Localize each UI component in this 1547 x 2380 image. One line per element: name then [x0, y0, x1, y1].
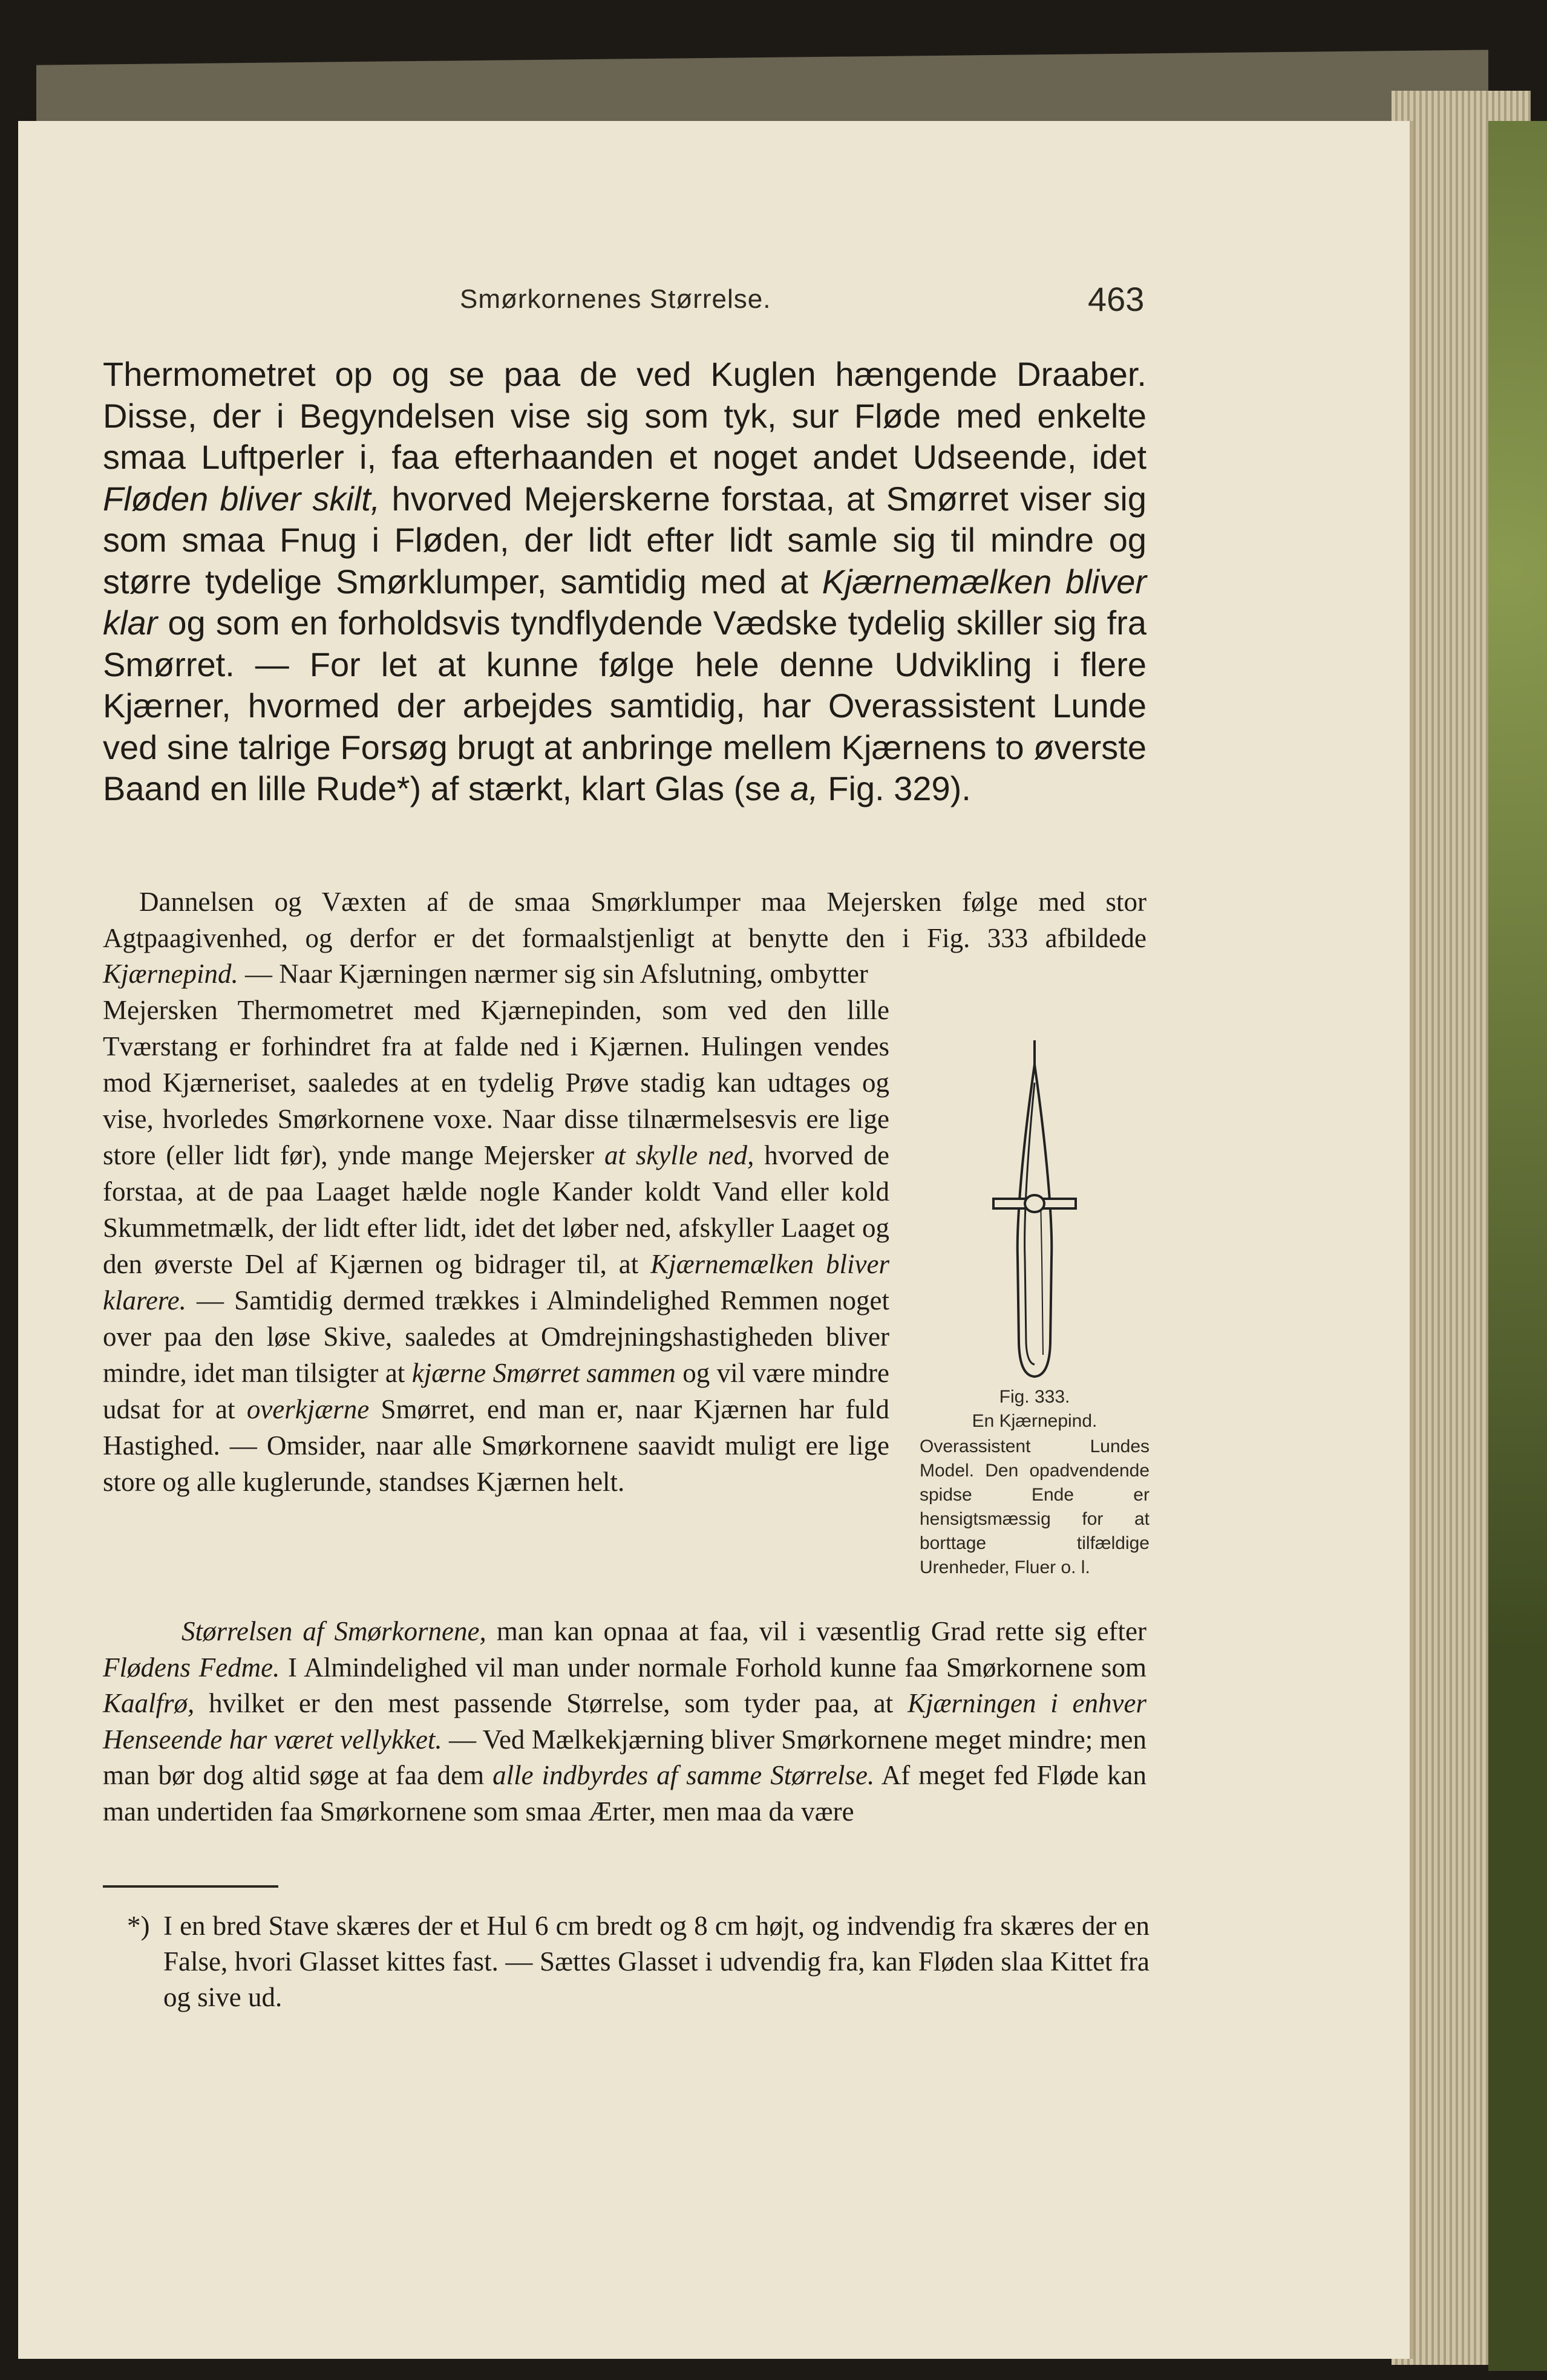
- text-run: og som en forholdsvis tyndflydende Vædske tydelig skiller sig fra Smørret. — For let at kunne følge hele denne Udvikling i flere Kjærner, hvormed der arbejdes samtidig, har Overassistent Lunde ved sine talrige Forsøg brugt at anbringe mellem Kjærnens to øverste Baand en lille Rude*) af stærkt, klart Glas (se: [103, 604, 1146, 807]
- figure-title: En Kjærnepind.: [972, 1411, 1097, 1431]
- italic-run: Størrelsen af Smørkornene,: [182, 1616, 486, 1646]
- text-run: hvilket er den mest passende Størrelse, som tyder paa, at: [194, 1688, 908, 1718]
- italic-run: kjærne Smørret sammen: [411, 1358, 676, 1388]
- text-run: Dannelsen og Væxten af de smaa Smørklumper maa Mejersken følge med stor Agtpaagivenhed, og derfor er det formaalstjenligt at benytte den i Fig. 333 afbildede: [103, 887, 1146, 953]
- text-run: og vil være mindre udsat for at: [103, 1358, 889, 1424]
- text-run: Af meget fed Fløde kan man undertiden faa Smørkornene som smaa Ærter, men maa da være: [103, 1760, 1147, 1827]
- text-run: Fig. 329).: [818, 769, 971, 807]
- text-run: hvorved de forstaa, at de paa Laaget hælde nogle Kander koldt Vand eller kold Skummetmælk, der lidt efter lidt, idet det løber ned, afskyller Laaget og den øverste Del af Kjærnen og bidrager til, at: [103, 1140, 889, 1279]
- text-run: Thermometret op og se paa de ved Kuglen hængende Draaber. Disse, der i Begyndelsen vise sig som tyk, sur Fløde med enkelte smaa Luftperler i, faa efterhaanden et noget andet Udseende, idet: [103, 355, 1146, 476]
- text-run: — Naar Kjærningen nærmer sig sin Afslutning, ombytter: [238, 959, 868, 989]
- marbled-cover: [1488, 121, 1547, 2371]
- figure-description: Overassistent Lundes Model. Den opadvendende spidse Ende er hensigtsmæssig for at borttage tilfældige Urenheder, Fluer o. l.: [920, 1436, 1150, 1577]
- italic-run: Kjærningen i enhver Henseende har været vellykket.: [103, 1688, 1146, 1755]
- italic-run: at skylle ned,: [604, 1140, 754, 1170]
- running-title: Smørkornenes Størrelse.: [460, 284, 771, 314]
- italic-run: Flødens Fedme.: [103, 1652, 280, 1683]
- text-run: Smørret, end man er, naar Kjærnen har fuld Hastighed. — Omsider, naar alle Smørkornene saavidt muligt ere lige store og alle kuglerunde, standses Kjærnen helt.: [103, 1394, 890, 1497]
- figure-number: Fig. 333.: [999, 1387, 1070, 1407]
- text-run: — Ved Mælkekjærning bliver Smørkornene meget mindre; men man bør dog altid søge at faa dem: [103, 1724, 1146, 1790]
- italic-run: a,: [790, 769, 819, 807]
- italic-run: Kaalfrø,: [103, 1688, 195, 1718]
- italic-run: Kjærnemælken bliver klarere.: [103, 1249, 889, 1316]
- footnote-rule: [103, 1885, 278, 1888]
- text-run: Mejersken Thermometret med Kjærnepinden, som ved den lille Tværstang er forhindret fra at falde ned i Kjærnen. Hulingen vendes mod Kjærneriset, saaledes at en tydelig Prøve stadig kan udtages og vise, hvorledes Smørkornene voxe. Naar disse tilnærmelsesvis ere lige store (eller lidt før), ynde mange Mejersker: [103, 995, 889, 1170]
- main-paragraph: [103, 354, 1146, 810]
- running-header: [0, 280, 1547, 327]
- small-paragraph-top: [103, 884, 1146, 993]
- italic-run: alle indbyrdes af samme Størrelse.: [492, 1760, 875, 1790]
- footnote-mark: *): [127, 1911, 150, 1941]
- page-number: 463: [1088, 280, 1145, 318]
- italic-run: overkjærne: [246, 1394, 370, 1424]
- italic-run: Fløden bliver skilt,: [103, 479, 381, 518]
- text-run: hvorved Mejerskerne forstaa, at Smørret viser sig som smaa Fnug i Fløden, der lidt efter lidt samle sig til mindre og større tydelige Smørklumper, samtidig med at: [103, 479, 1147, 601]
- text-run: man kan opnaa at faa, vil i væsentlig Grad rette sig efter: [486, 1616, 1146, 1646]
- text-run: — Samtidig dermed trækkes i Almindelighed Remmen noget over paa den løse Skive, saaledes at Omdrejningshastigheden bliver mindre, idet man tilsigter at: [103, 1285, 889, 1388]
- italic-run: Kjærnepind.: [103, 959, 238, 989]
- footnote: [127, 1908, 1150, 2015]
- small-paragraph-bottom: [103, 1614, 1146, 1830]
- italic-run: Kjærnemælken bliver klar: [103, 562, 1146, 642]
- footnote-text: I en bred Stave skæres der et Hul 6 cm bredt og 8 cm højt, og indvendig fra skæres der en False, hvori Glasset kittes fast. — Sættes Glasset i udvendig fra, kan Fløden slaa Kittet fra og sive ud.: [163, 1911, 1150, 2012]
- wrapped-paragraph: [103, 992, 889, 1500]
- figure-caption: [920, 1385, 1150, 1580]
- text-run: I Almindelighed vil man under normale Forhold kunne faa Smørkornene som: [280, 1652, 1146, 1683]
